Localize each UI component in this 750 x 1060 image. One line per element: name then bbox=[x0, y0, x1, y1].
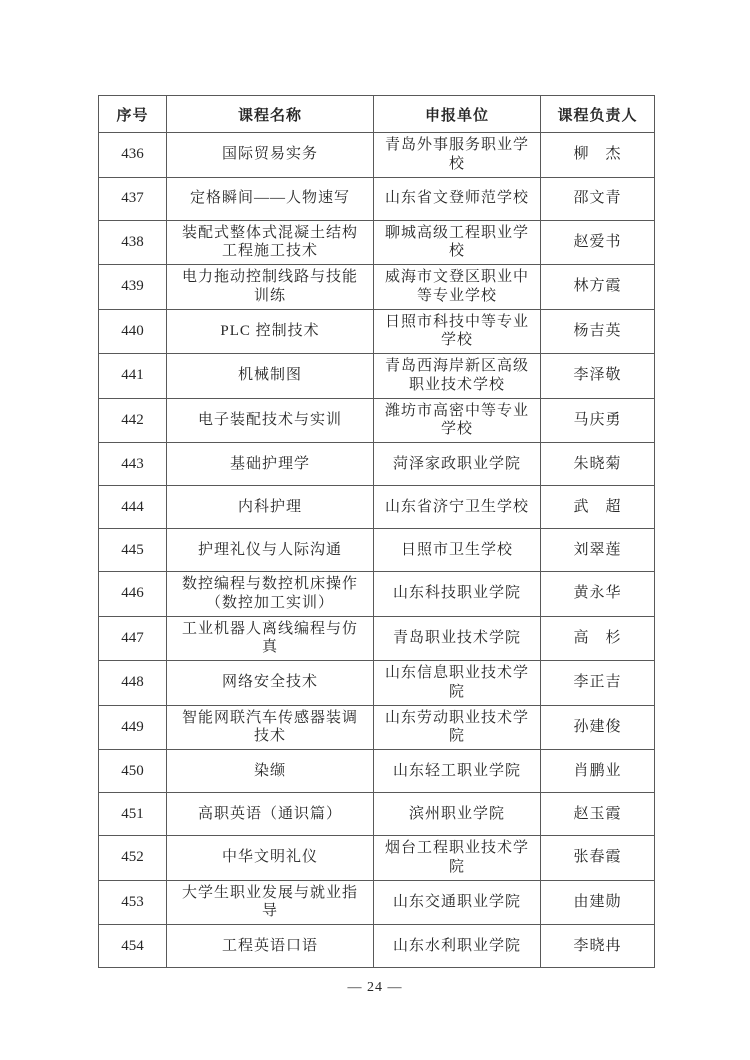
unit-cell: 山东信息职业技术学院 bbox=[374, 661, 541, 706]
leader-cell: 赵爱书 bbox=[541, 220, 655, 265]
table-row bbox=[99, 750, 655, 793]
course-cell: 大学生职业发展与就业指导 bbox=[167, 880, 374, 925]
header-row bbox=[99, 96, 655, 133]
unit-cell: 山东水利职业学院 bbox=[374, 925, 541, 968]
no-cell: 451 bbox=[99, 793, 167, 836]
course-cell: 内科护理 bbox=[167, 486, 374, 529]
leader-cell: 由建勋 bbox=[541, 880, 655, 925]
leader-cell: 杨吉英 bbox=[541, 309, 655, 354]
table-body bbox=[99, 133, 655, 968]
table-row bbox=[99, 443, 655, 486]
table-row bbox=[99, 486, 655, 529]
leader-cell: 李泽敬 bbox=[541, 354, 655, 399]
leader-cell: 肖鹏业 bbox=[541, 750, 655, 793]
course-cell: 定格瞬间——人物速写 bbox=[167, 177, 374, 220]
course-cell: 基础护理学 bbox=[167, 443, 374, 486]
course-cell: PLC 控制技术 bbox=[167, 309, 374, 354]
table-row bbox=[99, 309, 655, 354]
leader-cell: 马庆勇 bbox=[541, 398, 655, 443]
course-cell: 工业机器人离线编程与仿真 bbox=[167, 616, 374, 661]
course-cell: 染缬 bbox=[167, 750, 374, 793]
column-header-3: 课程负责人 bbox=[541, 96, 655, 133]
unit-cell: 烟台工程职业技术学院 bbox=[374, 836, 541, 881]
course-cell: 智能网联汽车传感器装调技术 bbox=[167, 705, 374, 750]
table-row bbox=[99, 354, 655, 399]
unit-cell: 潍坊市高密中等专业学校 bbox=[374, 398, 541, 443]
course-cell: 网络安全技术 bbox=[167, 661, 374, 706]
course-cell: 电力拖动控制线路与技能训练 bbox=[167, 265, 374, 310]
column-header-2: 申报单位 bbox=[374, 96, 541, 133]
leader-cell: 高 杉 bbox=[541, 616, 655, 661]
course-cell: 数控编程与数控机床操作（数控加工实训） bbox=[167, 572, 374, 617]
leader-cell: 赵玉霞 bbox=[541, 793, 655, 836]
unit-cell: 滨州职业学院 bbox=[374, 793, 541, 836]
course-cell: 中华文明礼仪 bbox=[167, 836, 374, 881]
unit-cell: 聊城高级工程职业学校 bbox=[374, 220, 541, 265]
no-cell: 436 bbox=[99, 133, 167, 178]
unit-cell: 山东省济宁卫生学校 bbox=[374, 486, 541, 529]
table-row bbox=[99, 925, 655, 968]
course-cell: 国际贸易实务 bbox=[167, 133, 374, 178]
table-row bbox=[99, 265, 655, 310]
course-cell: 护理礼仪与人际沟通 bbox=[167, 529, 374, 572]
unit-cell: 山东轻工职业学院 bbox=[374, 750, 541, 793]
course-cell: 电子装配技术与实训 bbox=[167, 398, 374, 443]
leader-cell: 武 超 bbox=[541, 486, 655, 529]
leader-cell: 孙建俊 bbox=[541, 705, 655, 750]
no-cell: 453 bbox=[99, 880, 167, 925]
unit-cell: 日照市科技中等专业学校 bbox=[374, 309, 541, 354]
unit-cell: 菏泽家政职业学院 bbox=[374, 443, 541, 486]
leader-cell: 邵文青 bbox=[541, 177, 655, 220]
no-cell: 454 bbox=[99, 925, 167, 968]
no-cell: 440 bbox=[99, 309, 167, 354]
table-row bbox=[99, 616, 655, 661]
leader-cell: 朱晓菊 bbox=[541, 443, 655, 486]
no-cell: 452 bbox=[99, 836, 167, 881]
leader-cell: 李正吉 bbox=[541, 661, 655, 706]
no-cell: 447 bbox=[99, 616, 167, 661]
no-cell: 450 bbox=[99, 750, 167, 793]
unit-cell: 青岛外事服务职业学校 bbox=[374, 133, 541, 178]
unit-cell: 威海市文登区职业中等专业学校 bbox=[374, 265, 541, 310]
course-cell: 高职英语（通识篇） bbox=[167, 793, 374, 836]
leader-cell: 刘翠莲 bbox=[541, 529, 655, 572]
table-row bbox=[99, 880, 655, 925]
no-cell: 444 bbox=[99, 486, 167, 529]
leader-cell: 林方霞 bbox=[541, 265, 655, 310]
leader-cell: 柳 杰 bbox=[541, 133, 655, 178]
no-cell: 441 bbox=[99, 354, 167, 399]
unit-cell: 日照市卫生学校 bbox=[374, 529, 541, 572]
no-cell: 449 bbox=[99, 705, 167, 750]
unit-cell: 青岛职业技术学院 bbox=[374, 616, 541, 661]
column-header-0: 序号 bbox=[99, 96, 167, 133]
no-cell: 439 bbox=[99, 265, 167, 310]
page-number: — 24 — bbox=[347, 980, 403, 995]
course-table bbox=[98, 95, 655, 968]
course-cell: 工程英语口语 bbox=[167, 925, 374, 968]
course-cell: 机械制图 bbox=[167, 354, 374, 399]
table-row bbox=[99, 836, 655, 881]
table-row bbox=[99, 177, 655, 220]
no-cell: 448 bbox=[99, 661, 167, 706]
table-row bbox=[99, 133, 655, 178]
no-cell: 443 bbox=[99, 443, 167, 486]
table-row bbox=[99, 220, 655, 265]
no-cell: 438 bbox=[99, 220, 167, 265]
leader-cell: 张春霞 bbox=[541, 836, 655, 881]
unit-cell: 山东省文登师范学校 bbox=[374, 177, 541, 220]
no-cell: 446 bbox=[99, 572, 167, 617]
table-row bbox=[99, 529, 655, 572]
table-row bbox=[99, 572, 655, 617]
no-cell: 442 bbox=[99, 398, 167, 443]
leader-cell: 李晓冉 bbox=[541, 925, 655, 968]
unit-cell: 山东劳动职业技术学院 bbox=[374, 705, 541, 750]
course-cell: 装配式整体式混凝土结构工程施工技术 bbox=[167, 220, 374, 265]
table-row bbox=[99, 793, 655, 836]
column-header-1: 课程名称 bbox=[167, 96, 374, 133]
no-cell: 445 bbox=[99, 529, 167, 572]
table-row bbox=[99, 705, 655, 750]
leader-cell: 黄永华 bbox=[541, 572, 655, 617]
table-row bbox=[99, 661, 655, 706]
table-row bbox=[99, 398, 655, 443]
unit-cell: 山东交通职业学院 bbox=[374, 880, 541, 925]
unit-cell: 青岛西海岸新区高级职业技术学校 bbox=[374, 354, 541, 399]
unit-cell: 山东科技职业学院 bbox=[374, 572, 541, 617]
no-cell: 437 bbox=[99, 177, 167, 220]
